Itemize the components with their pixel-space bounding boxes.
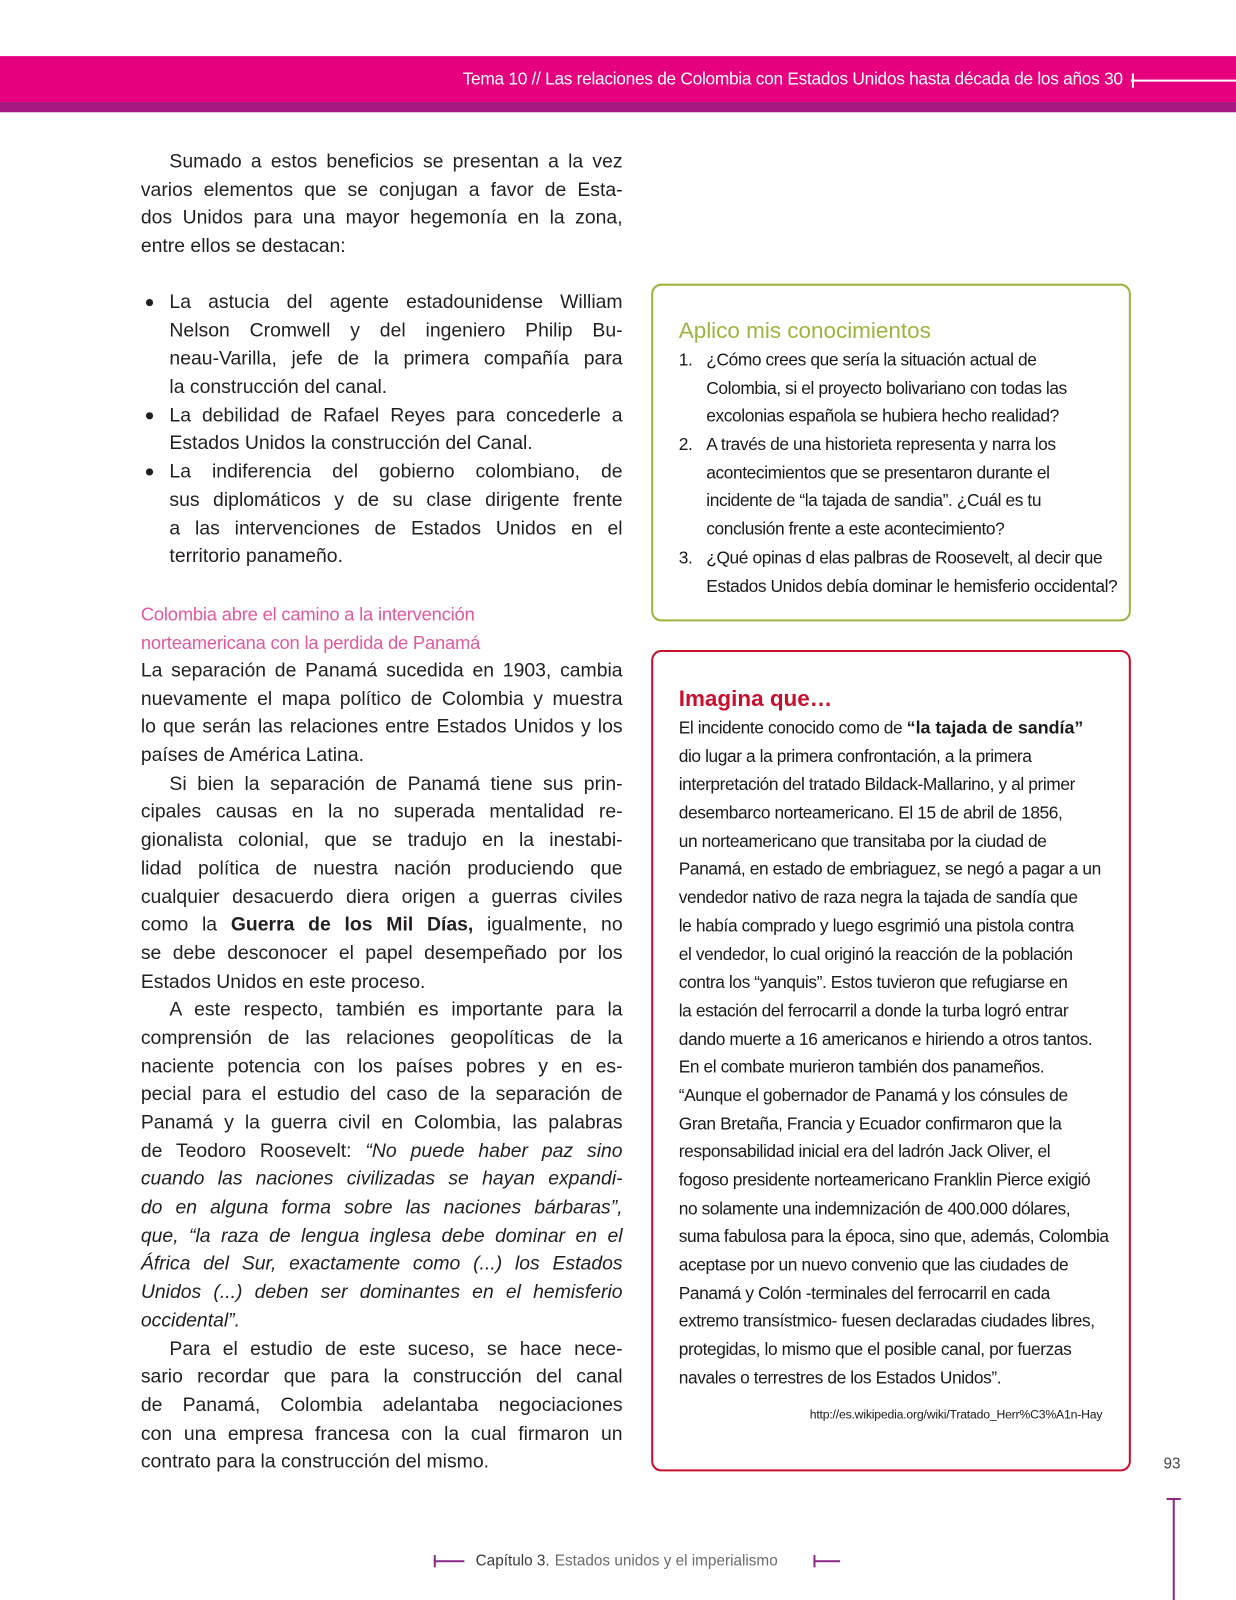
text-segment: la estación del ferrocarril a donde la turba logró entrar xyxy=(678,1000,1069,1021)
text-segment: interpretación del tratado Bildack-Mallarino, y al primer xyxy=(678,774,1075,795)
text-segment: Nelson Cromwell y del ingeniero Philip Bu- xyxy=(169,320,623,342)
story-text xyxy=(679,714,1123,1392)
text-segment: Guerra de los Mil Días, xyxy=(230,914,474,936)
text-segment: La debilidad de Rafael Reyes para concederle a xyxy=(169,404,623,427)
body-paragraph xyxy=(141,996,623,1335)
header-rule xyxy=(1131,80,1236,82)
text-segment: cipales causas en la no superada mentalidad re- xyxy=(140,801,623,823)
footer-left-mark xyxy=(434,1560,465,1562)
body-text-line xyxy=(141,1448,623,1476)
text-segment: Sumado a estos beneficios se presentan a la vez xyxy=(169,151,623,173)
text-segment: cuando las naciones civilizadas se hayan expandi- xyxy=(140,1168,623,1191)
text-segment: gionalista colonial, que se tradujo en la inestabi- xyxy=(140,829,623,852)
body-text-line xyxy=(141,1250,623,1278)
text-segment: igualmente, no xyxy=(473,914,623,936)
header-title: Tema 10 // Las relaciones de Colombia con Estados Unidos hasta década de los años 30 xyxy=(462,69,1123,89)
story-text-line xyxy=(679,827,1123,855)
body-text-line xyxy=(141,685,623,713)
body-text-line xyxy=(141,855,623,883)
bullet-icon xyxy=(146,299,153,306)
text-segment: con una empresa francesa con la cual firmaron un xyxy=(140,1423,623,1445)
story-text-line xyxy=(679,884,1123,912)
question-text-line xyxy=(706,544,1117,572)
text-segment: En el combate murieron también dos panameños. xyxy=(678,1057,1045,1077)
story-text-line xyxy=(679,997,1123,1025)
text-segment: excolonias española se hubiera hecho realidad? xyxy=(706,406,1059,426)
text-segment: protegidas, lo mismo que el posible canal, por fuerzas xyxy=(678,1339,1072,1360)
text-segment: el vendedor, lo cual originó la reacción de la población xyxy=(678,944,1073,964)
text-segment: A este respecto, también es importante para la xyxy=(169,999,623,1021)
imagine-box xyxy=(651,650,1131,1471)
bullet-item xyxy=(141,458,623,571)
text-segment: Para el estudio de este suceso, se hace nece- xyxy=(169,1338,623,1360)
body-text-line xyxy=(141,1053,623,1081)
text-segment: Colombia, si el proyecto bolivariano con todas las xyxy=(706,378,1067,398)
bullet-text xyxy=(169,289,622,402)
question-item xyxy=(679,431,1118,544)
text-segment: contra los “yanquis”. Estos tuvieron que refugiarse en xyxy=(678,972,1068,993)
text-segment: Gran Bretaña, Francia y Ecuador confirmaron que la xyxy=(678,1113,1062,1134)
text-segment: comprensión de las relaciones geopolíticas de la xyxy=(140,1027,623,1049)
body-paragraph xyxy=(141,770,623,996)
bullet-text-line xyxy=(169,430,622,458)
body-text-line xyxy=(141,1166,623,1194)
text-segment: aceptase por un nuevo convenio que las ciudades de xyxy=(678,1255,1069,1275)
text-segment: extremo transístmico- fuesen declaradas ciudades libres, xyxy=(678,1311,1095,1332)
text-segment: dando muerte a 16 americanos e hiriendo a otros tantos. xyxy=(678,1029,1093,1049)
story-text-line xyxy=(679,1308,1123,1336)
question-text-line xyxy=(706,572,1117,600)
question-text-line xyxy=(706,487,1117,515)
story-text-line xyxy=(679,1166,1123,1194)
text-segment: nuevamente el mapa político de Colombia y muestra xyxy=(140,688,623,710)
text-segment: “No puede haber paz sino xyxy=(365,1140,623,1162)
text-segment: Estados Unidos debía dominar le hemisferio occidental? xyxy=(706,576,1118,596)
text-segment: pecial para el estudio del caso de la separación de xyxy=(140,1083,623,1106)
text-segment: incidente de “la tajada de sandia”. ¿Cuál es tu xyxy=(706,491,1042,511)
body-text-line xyxy=(141,1194,623,1222)
text-segment: Panamá, en estado de embriaguez, se negó a pagar a un xyxy=(678,859,1101,880)
story-text-line xyxy=(679,771,1123,799)
text-segment: desembarco norteamericano. El 15 de abril de 1856, xyxy=(678,803,1063,823)
bullet-text-line xyxy=(169,289,622,317)
footer-left-tick xyxy=(434,1555,436,1567)
body-text-line xyxy=(141,1137,623,1165)
imagine-box-title: Imagina que… xyxy=(678,685,833,712)
text-segment: un norteamericano que transitaba por la ciudad de xyxy=(678,831,1047,851)
bullet-text-line xyxy=(169,402,622,430)
story-text-line xyxy=(679,1336,1123,1364)
text-segment: “Aunque el gobernador de Panamá y los cónsules de xyxy=(678,1085,1068,1106)
footer-right-tick xyxy=(813,1555,815,1567)
question-number: 1. xyxy=(678,350,693,370)
question-text xyxy=(706,346,1117,431)
body-text-line xyxy=(141,827,623,855)
question-text xyxy=(706,431,1117,544)
text-segment: A través de una historieta representa y narra los xyxy=(706,434,1056,455)
text-segment: Estados Unidos en este proceso. xyxy=(140,970,426,993)
body-text-line xyxy=(141,770,623,798)
text-segment: responsabilidad inicial era del ladrón Jack Oliver, el xyxy=(678,1142,1051,1162)
text-segment: no solamente una indemnización de 400.000 dólares, xyxy=(678,1198,1071,1219)
text-segment: Panamá y Colón -terminales del ferrocarril en cada xyxy=(678,1283,1050,1303)
question-list xyxy=(679,346,1118,600)
story-text-line xyxy=(679,1138,1123,1166)
header-band xyxy=(0,102,1236,112)
footer-chapter-label: Capítulo 3. xyxy=(475,1552,550,1570)
bullet-list xyxy=(141,289,623,572)
bullet-icon xyxy=(146,412,153,419)
story-text-line xyxy=(679,1053,1123,1081)
body-text-line xyxy=(141,204,623,232)
text-segment: Unidos (...) deben ser dominantes en el hemisferio xyxy=(140,1281,623,1304)
question-text xyxy=(706,544,1117,601)
question-text-line xyxy=(706,346,1117,374)
text-segment: de Panamá, Colombia adelantaba negociaciones xyxy=(140,1394,623,1417)
text-segment: Estados Unidos la construcción del Canal. xyxy=(169,433,533,455)
body-text-line xyxy=(141,1335,623,1363)
body-text-line xyxy=(141,1363,623,1391)
body-text-line xyxy=(141,742,623,770)
body-text-line xyxy=(141,657,623,685)
text-segment: ¿Qué opinas d elas palbras de Roosevelt, al decir que xyxy=(706,547,1103,568)
text-segment: se debe desconocer el papel desempeñado por los xyxy=(140,942,623,965)
body-text-line xyxy=(141,1222,623,1250)
body-text-line xyxy=(141,1024,623,1052)
bullet-text-line xyxy=(169,487,622,515)
bullet-text-line xyxy=(169,317,622,345)
question-number: 2. xyxy=(678,434,693,455)
story-text-line xyxy=(679,940,1123,968)
text-segment: “la tajada de sandía” xyxy=(906,717,1084,738)
body-text-line xyxy=(141,714,623,742)
bullet-text-line xyxy=(169,543,622,571)
text-segment: norteamericana con la perdida de Panamá xyxy=(140,632,481,654)
text-segment: acontecimientos que se presentaron durante el xyxy=(706,463,1050,483)
body-text-line xyxy=(141,798,623,826)
text-segment: entre ellos se destacan: xyxy=(140,235,346,258)
story-text-line xyxy=(679,1110,1123,1138)
question-item xyxy=(679,544,1118,601)
bullet-text xyxy=(169,458,622,571)
question-text-line xyxy=(706,459,1117,487)
text-segment: suma fabulosa para la época, sino que, además, Colombia xyxy=(678,1226,1109,1247)
footer-right-mark xyxy=(813,1560,840,1562)
body-text-line xyxy=(141,1081,623,1109)
body-text-line xyxy=(141,1279,623,1307)
bullet-text-line xyxy=(169,345,622,373)
text-segment: que, “la raza de lengua inglesa debe dominar en el xyxy=(140,1225,623,1247)
text-segment: dos Unidos para una mayor hegemonía en la zona, xyxy=(140,207,623,229)
story-text-line xyxy=(679,714,1123,742)
text-segment: La astucia del agente estadounidense William xyxy=(169,291,623,314)
story-text-line xyxy=(679,799,1123,827)
text-segment: contrato para la construcción del mismo. xyxy=(140,1451,489,1473)
text-segment: Si bien la separación de Panamá tiene sus prin- xyxy=(169,773,623,795)
story-text-line xyxy=(679,1251,1123,1279)
body-text-line xyxy=(141,1392,623,1420)
text-segment: a las intervenciones de Estados Unidos en el xyxy=(169,517,623,540)
body-text-line xyxy=(141,1307,623,1335)
text-segment: varios elementos que se conjugan a favor de Esta- xyxy=(140,179,623,201)
intro-paragraph xyxy=(141,148,623,261)
text-segment: de Teodoro Roosevelt: xyxy=(140,1140,366,1162)
text-segment: Panamá y la guerra civil en Colombia, las palabras xyxy=(140,1112,623,1134)
text-segment: La indiferencia del gobierno colombiano, de xyxy=(169,461,623,483)
body-text-line xyxy=(141,233,623,261)
source-link: http://es.wikipedia.org/wiki/Tratado_Herr%C3%A1n-Hay xyxy=(809,1407,1103,1422)
body-text-line xyxy=(141,176,623,204)
text-segment: La separación de Panamá sucedida en 1903, cambia xyxy=(140,660,623,682)
body-text-line xyxy=(141,1109,623,1137)
text-segment: occidental”. xyxy=(140,1310,241,1332)
story-text-line xyxy=(679,1364,1123,1392)
story-text-line xyxy=(679,1223,1123,1251)
text-segment: le había comprado y luego esgrimió una pistola contra xyxy=(678,916,1074,936)
question-item xyxy=(679,346,1118,431)
question-text-line xyxy=(706,515,1117,543)
bullet-item xyxy=(141,289,623,402)
text-segment: vendedor nativo de raza negra la tajada de sandía que xyxy=(678,887,1078,908)
text-segment: ¿Cómo crees que sería la situación actual de xyxy=(706,350,1037,370)
text-segment: lo que serán las relaciones entre Estados Unidos y los xyxy=(140,716,623,739)
text-segment: fogoso presidente norteamericano Franklin Pierce exigió xyxy=(678,1170,1091,1190)
text-segment: territorio panameño. xyxy=(169,546,343,568)
body-text-line xyxy=(141,1420,623,1448)
text-segment: navales o terrestres de los Estados Unidos”. xyxy=(678,1368,1002,1388)
question-text-line xyxy=(706,374,1117,402)
body-text-line xyxy=(141,148,623,176)
body-text-line xyxy=(141,940,623,968)
margin-rule xyxy=(1173,1498,1175,1600)
body-paragraphs xyxy=(141,657,623,1476)
footer xyxy=(476,1551,778,1571)
text-segment: África del Sur, exactamente como (...) los Estados xyxy=(140,1253,623,1275)
bullet-item xyxy=(141,402,623,459)
body-text-line xyxy=(141,883,623,911)
margin-tick xyxy=(1167,1498,1181,1500)
bullet-text-line xyxy=(169,458,622,486)
question-number: 3. xyxy=(678,547,693,568)
story-text-line xyxy=(679,1082,1123,1110)
body-text-line xyxy=(141,911,623,939)
activity-box xyxy=(651,284,1131,622)
story-text-line xyxy=(679,912,1123,940)
bullet-text xyxy=(169,402,622,459)
section-heading xyxy=(141,600,623,657)
text-segment: como la xyxy=(140,914,231,936)
text-segment: neau-Varilla, jefe de la primera compañía para xyxy=(169,348,623,370)
bullet-text-line xyxy=(169,374,622,402)
text-segment: países de América Latina. xyxy=(140,744,365,767)
story-text-line xyxy=(679,1195,1123,1223)
question-text-line xyxy=(706,431,1117,459)
body-text-line xyxy=(141,996,623,1024)
text-segment: Colombia abre el camino a la intervención xyxy=(140,604,475,625)
story-text-line xyxy=(679,1025,1123,1053)
text-segment: sus diplomáticos y de su clase dirigente frente xyxy=(169,489,623,512)
text-segment: naciente potencia con los países pobres y en es- xyxy=(140,1055,623,1078)
story-text-line xyxy=(679,969,1123,997)
footer-chapter-title: Estados unidos y el imperialismo xyxy=(554,1552,778,1570)
activity-box-title: Aplico mis conocimientos xyxy=(678,317,931,343)
story-text-line xyxy=(679,856,1123,884)
text-segment: lidad política de nuestra nación produciendo que xyxy=(140,857,623,880)
text-segment: la construcción del canal. xyxy=(169,376,388,399)
page-number: 93 xyxy=(1163,1455,1181,1473)
section-heading-line xyxy=(141,629,623,658)
body-text-line xyxy=(141,968,623,996)
bullet-icon xyxy=(146,468,153,475)
text-segment: conclusión frente a este acontecimiento? xyxy=(706,519,1005,539)
text-segment: cualquier desacuerdo diera origen a guerras civiles xyxy=(140,886,623,908)
text-segment: dio lugar a la primera confrontación, a la primera xyxy=(678,746,1032,767)
story-text-line xyxy=(679,1279,1123,1307)
body-paragraph xyxy=(141,1335,623,1476)
question-text-line xyxy=(706,402,1117,430)
bullet-text-line xyxy=(169,515,622,543)
section-heading-line xyxy=(141,600,623,629)
body-paragraph xyxy=(141,657,623,770)
text-segment: sario recordar que para la construcción del canal xyxy=(140,1366,623,1388)
text-segment: do en alguna forma sobre las naciones bárbaras”, xyxy=(140,1197,623,1219)
text-segment: El incidente conocido como de xyxy=(678,718,907,738)
header-tick xyxy=(1132,73,1134,87)
story-text-line xyxy=(679,743,1123,771)
